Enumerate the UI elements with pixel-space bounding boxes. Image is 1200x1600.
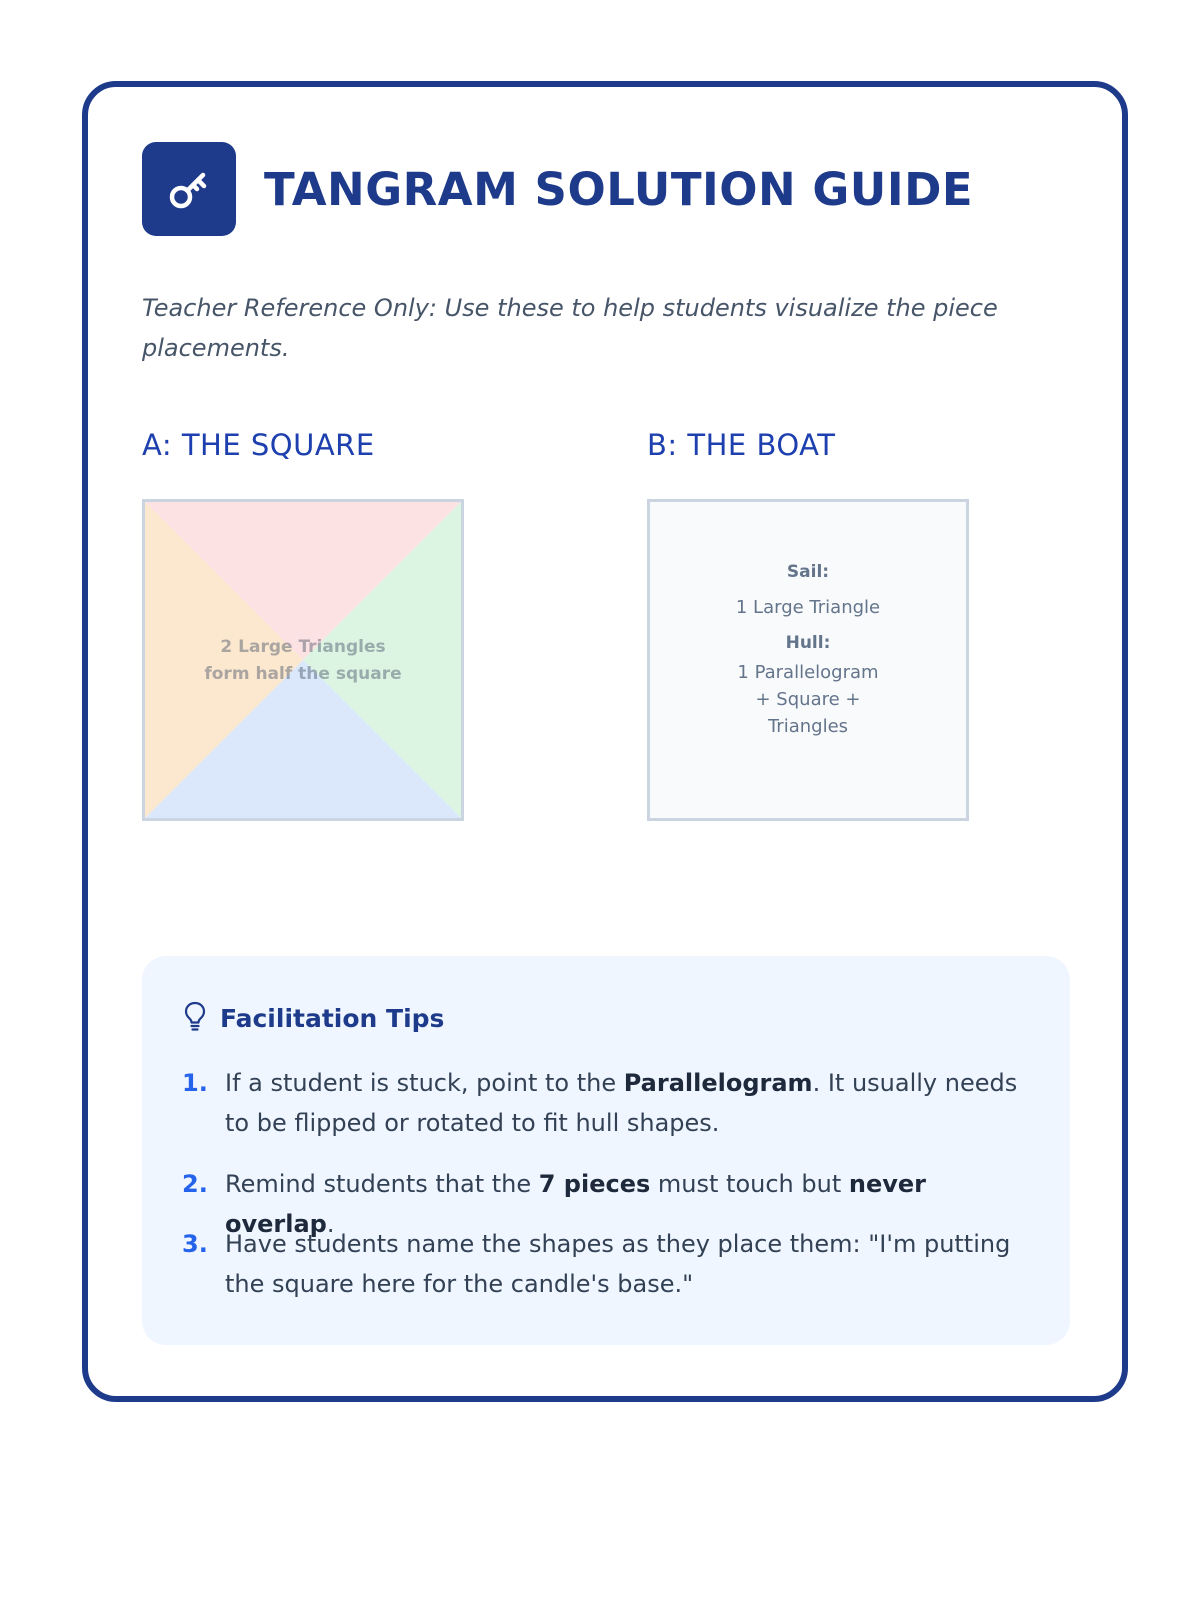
tip-item	[182, 1224, 1032, 1304]
hull-line-1: 1 Parallelogram	[737, 662, 879, 683]
tip-number: 1.	[182, 1069, 208, 1097]
boat-solution-figure	[647, 499, 969, 821]
square-solution-figure	[142, 499, 464, 821]
sail-heading: Sail:	[786, 562, 830, 582]
facilitation-tips-panel	[142, 956, 1070, 1345]
tip-number: 3.	[182, 1230, 208, 1258]
solution-b-title: B: THE BOAT	[647, 428, 836, 462]
hull-heading: Hull:	[785, 633, 831, 653]
tip-text: Have students name the shapes as they place them: "I'm putting the square here for the candle's base."	[225, 1230, 1011, 1298]
solution-a-title: A: THE SQUARE	[142, 428, 375, 462]
square-label-line-2: form half the square	[204, 664, 402, 684]
tip-text: Remind students that the 7 pieces must touch but never overlap.	[225, 1170, 926, 1238]
tip-item	[182, 1063, 1032, 1143]
guide-header	[142, 142, 973, 236]
tip-number: 2.	[182, 1170, 208, 1198]
teacher-note: Teacher Reference Only: Use these to help students visualize the piece placements.	[142, 294, 998, 362]
tips-header	[182, 1000, 444, 1036]
tip-text: If a student is stuck, point to the Parallelogram. It usually needs to be flipped or rotated to fit hull shapes.	[225, 1069, 1018, 1137]
page-title: TANGRAM SOLUTION GUIDE	[264, 162, 974, 216]
square-solution-label	[145, 634, 461, 688]
tips-title: Facilitation Tips	[220, 1003, 445, 1033]
sail-text: 1 Large Triangle	[735, 597, 881, 618]
square-label-line-1: 2 Large Triangles	[220, 637, 386, 657]
key-icon	[142, 142, 236, 236]
hull-line-2: + Square +	[755, 689, 861, 710]
lightbulb-icon	[182, 1000, 208, 1036]
hull-line-3: Triangles	[767, 716, 849, 737]
